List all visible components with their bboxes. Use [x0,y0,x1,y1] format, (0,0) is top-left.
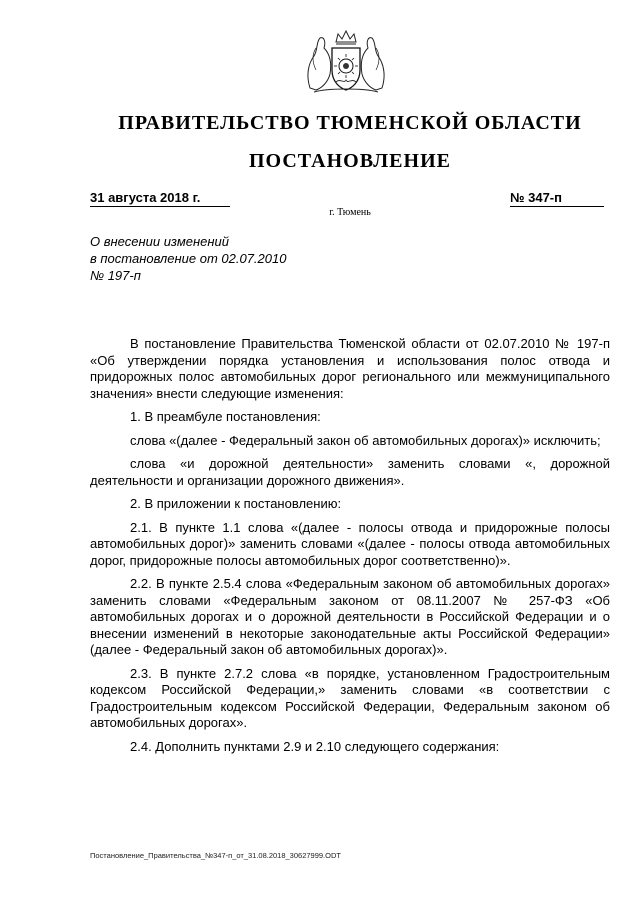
footer-filename: Постановление_Правительства_№347-п_от_31.08.2018_30627999.ODT [90,851,341,860]
document-number: № 347-п [510,190,604,207]
document-subject [90,233,350,284]
city-label: г. Тюмень [329,207,371,218]
body-paragraph: 2.2. В пункте 2.5.4 слова «Федеральным законом об автомобильных дорогах» заменить словами «Федеральным законом от 08.11.2007 № 257-ФЗ «Об автомобильных дорогах и о дорожной деятельности в Российской Федерации и о внесении изменений в некоторые законодательные акты Российской Федерации» (далее - Федеральный закон об автомобильных дорогах)». [90,576,610,657]
government-title: ПРАВИТЕЛЬСТВО ТЮМЕНСКОЙ ОБЛАСТИ [118,112,582,134]
document-body [90,336,610,762]
body-paragraph: 2. В приложении к постановлению: [130,496,342,511]
coat-of-arms-emblem [304,28,388,98]
body-paragraph: слова «(далее - Федеральный закон об автомобильных дорогах)» исключить; [130,432,601,448]
body-paragraph: 2.1. В пункте 1.1 слова «(далее - полосы отвода и придорожные полосы автомобильных дорог)» заменить словами «(далее - полосы отвода автомобильных дорог, придорожные полосы автомобильных дорог соответственно)». [90,519,610,568]
subject-line: О внесении изменений [90,234,229,249]
body-paragraph: 1. В преамбуле постановления: [130,409,321,424]
body-paragraph: слова «и дорожной деятельности» заменить словами «, дорожной деятельности и организации дорожного движения». [90,456,610,488]
body-paragraph: 2.4. Дополнить пунктами 2.9 и 2.10 следующего содержания: [130,738,500,754]
document-date: 31 августа 2018 г. [90,190,230,207]
body-paragraph: В постановление Правительства Тюменской области от 02.07.2010 № 197-п «Об утверждении порядка установления и использования полос отвода и придорожных полос автомобильных дорог регионального или межмуниципального значения» внести следующие изменения: [90,336,610,401]
document-type-title: ПОСТАНОВЛЕНИЕ [249,150,451,172]
body-paragraph: 2.3. В пункте 2.7.2 слова «в порядке, установленном Градостроительным кодексом Российской Федерации,» заменить словами «в соответствии с Градостроительным кодексом Российской Федерации, Федеральным законом об автомобильных дорогах». [90,665,610,730]
subject-line: № 197-п [90,268,141,283]
subject-line: в постановление от 02.07.2010 [90,251,287,266]
